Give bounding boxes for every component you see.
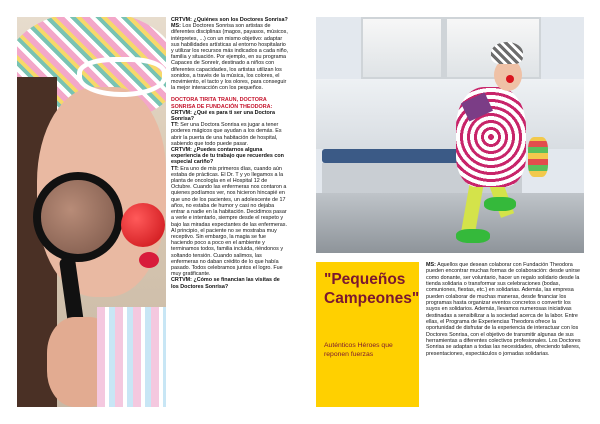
left-page [17, 17, 289, 407]
photo-clown-nose [506, 75, 514, 83]
photo-window-bar [441, 17, 447, 79]
photo-magnifier [33, 172, 123, 262]
clown-hospital-photo [316, 17, 584, 253]
interview-column-right [426, 262, 584, 357]
answer: TT: Era uno de mis primeros días, cuando aún estaba de prácticas. El Dr. T y yo llegamos a la planta de oncología en el Hospital 12 de Octubre. Cuando las enfermeras nos contaron a quienes podíamos ver, nos hicieron hincapié en que uno de los pacientes, un adolescente de 17 años, no estaba de humor y casi no dejaba entrar a nadie en la habitación. Decidimos pasar a verle e intentarlo, siempre desde el respeto y bajo las miradas expectantes de las enfermeras. Al principio, el paciente no se mostraba muy receptivo. Sin embargo, la magia se fue haciendo poco a poco en el ambiente y terminamos todos, familia incluida, riéndonos y soltando tensión. Cuando salimos, las enfermeras no daban crédito de lo que había pasado. Todos celebramos juntos el logro. Fue muy gratificante. [171, 165, 287, 278]
photo-clown-hat [491, 42, 523, 64]
question: CRTVM: ¿Cómo se financian las visitas de los Doctores Sonrisa? [171, 277, 280, 290]
interview-column-left [171, 17, 289, 290]
title-box [316, 262, 419, 407]
photo-red-nose [121, 203, 165, 247]
photo-shoe [456, 229, 490, 243]
article-subtitle: Auténticos Héroes que reponen fuerzas [324, 342, 393, 358]
answer: TT: Ser una Doctora Sonrisa es jugar a tener poderes mágicos que ayudan a los demás. Es abrir la puerta de una habitación de hospital, sabiendo que todo puede pasar. [171, 122, 282, 147]
photo-shoe [484, 197, 516, 211]
photo-shirt [97, 307, 166, 407]
section-heading: DOCTORA TIRITA TRAUN, DOCTORA SONRISA DE FUNDACIÓN THEODORA: [171, 97, 273, 110]
answer: MS: Aquellos que desean colaborar con Fundación Theodora pueden encontrar muchas formas de colaboración: desde unirse como donante, ser voluntario, hacer un regalo solidario desde la tienda solidaria o transformar sus celebraciones (bodas, comuniones, fiestas, etc.) en solidarias. Además, las empresa pueden colaborar de muchas maneras, desde financiar los programas hasta organizar eventos concretos o convertir los suyos en solidarios. Además, llevamos numerosas iniciativas destinadas a sensibilizar a la sociedad acerca de la labor. Entre ellas, el Programa de Experiencias Theodora ofrece la oportunidad de disfrutar de la experiencia de interactuar con los Doctores Sonrisa, con el objetivo de transmitir algunas de sus herramientas a diferentes colectivos profesionales. Los Doctores Sonrisa se adaptan a todas las necesidades, ofreciendo talleres, presentaciones, espectáculos o jornadas solidarias. [426, 262, 581, 357]
photo-glasses [77, 57, 166, 97]
answer: MS: Los Doctores Sonrisa son artistas de diferentes disciplinas (magos, payasos, músicos, intérpretes, ...) con un mismo objetivo: adaptar sus habilidades artísticas al entorno hospitalario y utilizar los recursos más indicados a cada niño, familia y situación. Por ejemplo, en su programa Capaces de Sonreír, destinado a niños con diferentes capacidades, los artistas utilizan los sonidos, a través de la música, los colores, el movimiento, el tacto y los olores, para conseguir la mejor interacción con los pequeños. [171, 23, 289, 92]
photo-floor [316, 193, 584, 253]
article-title: "Pequeños Campeones" [324, 271, 420, 307]
question: CRTVM: ¿Qué es para ti ser una Doctora Sonrisa? [171, 109, 275, 123]
question: CRTVM: ¿Quiénes son los Doctores Sonrisa? [171, 17, 288, 23]
right-page [316, 17, 584, 407]
question: CRTVM: ¿Puedes contarnos alguna experiencia de tu trabajo que recuerdes con especial cariño? [171, 147, 284, 166]
photo-lips [139, 252, 159, 268]
photo-bag [528, 137, 548, 177]
clown-magnifier-photo [17, 17, 166, 407]
